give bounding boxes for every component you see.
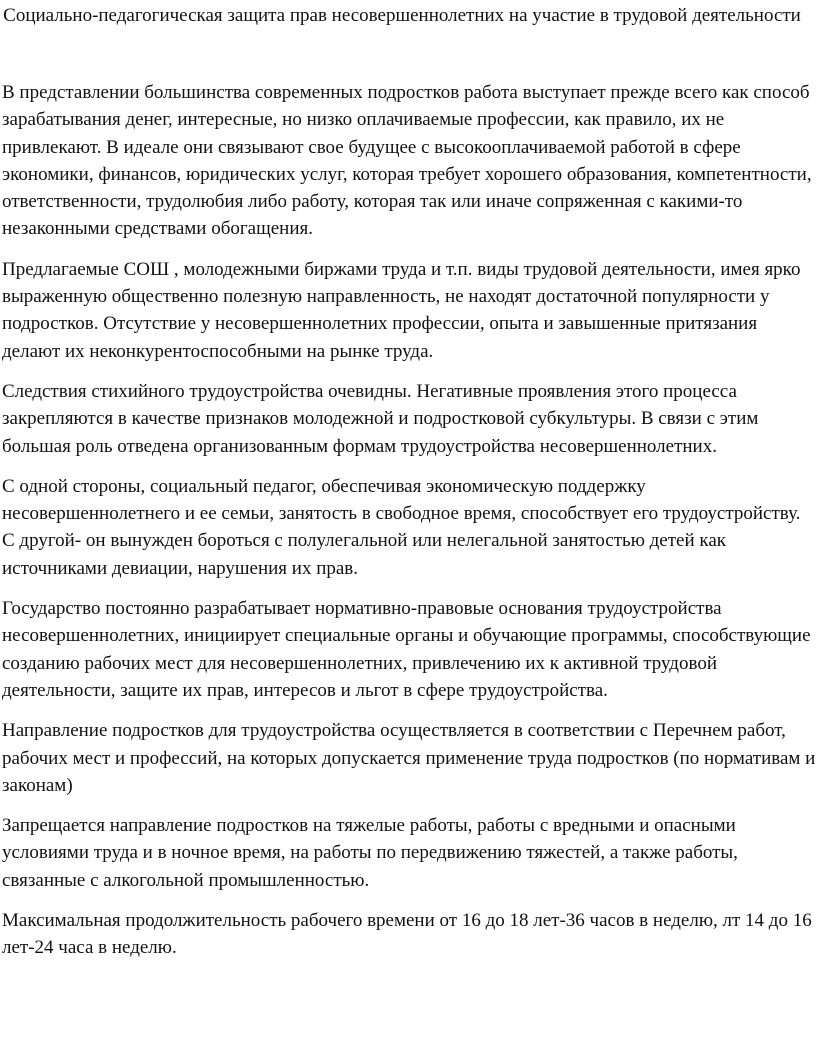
paragraph: Направление подростков для трудоустройства осуществляется в соответствии с Перечнем работ, рабочих мест и профессий, на которых допускается применение труда подростков (по нормативам и законам) [2,720,816,796]
paragraph: Предлагаемые СОШ , молодежными биржами труда и т.п. виды трудовой деятельности, имея ярко выраженную общественно полезную направленность, не находят достаточной популярности у подростков. Отсутствие у несовершеннолетних профессии, опыта и завышенные притязания делают их неконкурентоспособными на рынке труда. [2,258,801,362]
paragraph: Следствия стихийного трудоустройства очевидны. Негативные проявления этого процесса закрепляются в качестве признаков молодежной и подростковой субкультуры. В связи с этим большая роль отведена организованным формам трудоустройства несовершеннолетних. [2,380,759,457]
paragraph: Запрещается направление подростков на тяжелые работы, работы с вредными и опасными условиями труда и в ночное время, на работы по передвижению тяжестей, а также работы, связанные с алкогольной промышленностью. [2,815,738,891]
document-body [2,79,816,962]
paragraph: С одной стороны, социальный педагог, обеспечивая экономическую поддержку несовершеннолетнего и ее семьи, занятость в свободное время, способствует его трудоустройству. С другой- он вынужден бороться с полулегальной или нелегальной занятостью детей как источниками девиации, нарушения их прав. [2,475,801,579]
paragraph: Максимальная продолжительность рабочего времени от 16 до 18 лет-36 часов в неделю, лт 14 до 16 лет-24 часа в неделю. [2,910,812,959]
paragraph: Государство постоянно разрабатывает нормативно-правовые основания трудоустройства несовершеннолетних, инициирует специальные органы и обучающие программы, способствующие созданию рабочих мест для несовершеннолетних, привлечению их к активной трудовой деятельности, защите их прав, интересов и льгот в сфере трудоустройства. [2,598,811,701]
paragraph: В представлении большинства современных подростков работа выступает прежде всего как способ зарабатывания денег, интересные, но низко оплачиваемые профессии, как правило, их не привлекают. В идеале они связывают свое будущее с высокооплачиваемой работой в сфере экономики, финансов, юридических услуг, которая требует хорошего образования, компетентности, ответственности, трудолюбия либо работу, которая так или иначе сопряженная с какими-то незаконными средствами обогащения. [2,82,812,240]
document-title: Социально-педагогическая защита прав несовершеннолетних на участие в трудовой деятельности [3,5,801,26]
